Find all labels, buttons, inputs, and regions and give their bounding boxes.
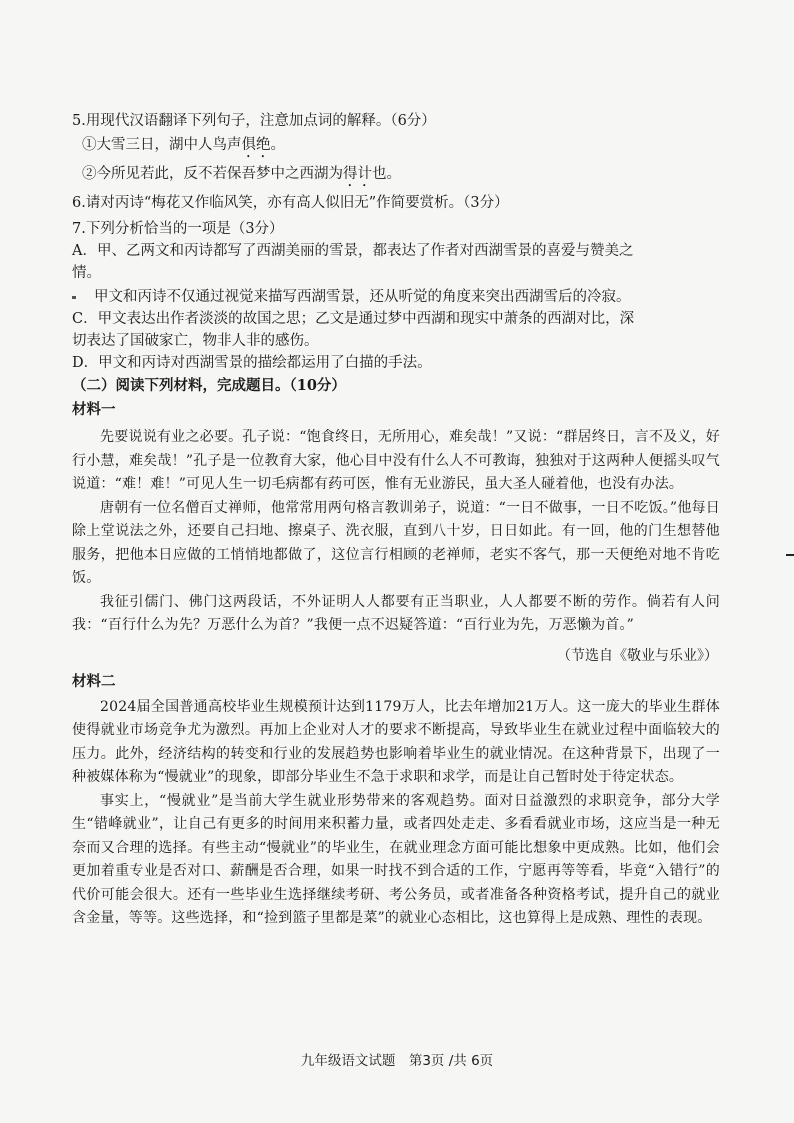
q7-title: 7.下列分析恰当的一项是（3分）	[72, 221, 284, 237]
q7-option-a-line2: 情。	[72, 265, 101, 281]
material-1-paragraph-2: 唐朝有一位名僧百丈禅师，他常常用两句格言教训弟子，说道：“一日不做事，一日不吃饭。”他每日除上堂说法之外，还要自己扫地、擦桌子、洗衣服，直到八十岁，日日如此。有一回，他的门生想替他服务，把他本日应做的工悄悄地都做了，这位言行相顾的老禅师，老实不客气，那一天便绝对地不肯吃饭。	[72, 499, 720, 586]
margin-mark	[786, 554, 794, 556]
q7-option-c-line1: C．甲文表达出作者淡淡的故国之思；乙文是通过梦中西湖和现实中萧条的西湖对比，深	[72, 311, 635, 327]
q5-s1-text: ①大雪三日，湖中人鸟声	[82, 137, 242, 153]
q7-option-a-line1: A．甲、乙两文和丙诗都写了西湖美丽的雪景，都表达了作者对西湖雪景的喜爱与赞美之	[72, 243, 634, 259]
material-1-heading: 材料一	[72, 401, 116, 418]
material-1-paragraph-3: 我征引儒门、佛门这两段话，不外证明人人都要有正当职业，人人都要不断的劳作。倘若有人问我：“百行什么为先？万恶什么为首？”我便一点不迟疑答道：“百行业为先，万恶懒为首。”	[72, 593, 720, 633]
q7-option-c-line2: 切表达了国破家亡，物非人非的感伤。	[72, 333, 319, 349]
section-2-heading: （二）阅读下列材料，完成题目。（10分）	[72, 377, 346, 394]
q7-option-b: 甲文和丙诗不仅通过视觉来描写西湖雪景，还从听觉的角度来突出西湖雪后的冷寂。	[94, 289, 631, 305]
q5-sentence-2	[72, 163, 720, 190]
q5-s2-dotted-word: 得计	[343, 166, 372, 182]
q5-s1-end: 。	[270, 137, 285, 153]
material-1-source: （节选自《敬业与乐业》）	[557, 647, 718, 664]
q5-s1-dotted-word: 俱绝	[241, 137, 271, 153]
q5-s2-text: ②今所见若此，反不若保吾梦中之西湖为	[82, 166, 343, 182]
q6-title: 6.请对丙诗“梅花又作临风笑，亦有高人似旧无”作简要赏析。（3分）	[72, 195, 509, 211]
q5-sentence-1	[72, 134, 720, 161]
q5-title: 5.用现代汉语翻译下列句子，注意加点词的解释。（6分）	[72, 113, 436, 129]
option-b-scan-mark	[72, 296, 76, 299]
material-2-paragraph-1: 2024届全国普通高校毕业生规模预计达到1179万人，比去年增加21万人。这一庞大的毕业生群体使得就业市场竞争尤为激烈。再加上企业对人才的要求不断提高，导致毕业生在就业过程中面临较大的压力。此外，经济结构的转变和行业的发展趋势也影响着毕业生的就业情况。在这种背景下，出现了一种被媒体称为“慢就业”的现象，即部分毕业生不急于求职和求学，而是让自己暂时处于待定状态。	[72, 698, 720, 785]
material-2-heading: 材料二	[72, 672, 116, 690]
material-1-paragraph-1: 先要说说有业之必要。孔子说：“饱食终日，无所用心，难矣哉！”又说：“群居终日，言不及义，好行小慧，难矣哉！”孔子是一位教育大家，他心目中没有什么人不可教诲，独独对于这两种人便摇头叹气说道：“难！难！”可见人生一切毛病都有药可医，惟有无业游民，虽大圣人碰着他，也没有办法。	[72, 429, 720, 492]
page-footer: 九年级语文试题 第3页 /共 6页	[300, 1053, 494, 1069]
material-2-paragraph-2: 事实上，“慢就业”是当前大学生就业形势带来的客观趋势。面对日益激烈的求职竞争，部分大学生“错峰就业”，让自己有更多的时间用来积蓄力量，或者四处走走、多看看就业市场，这应当是一种无奈而又合理的选择。有些主动“慢就业”的毕业生，在就业理念方面可能比想象中更成熟。比如，他们会更加着重专业是否对口、薪酬是否合理，如果一时找不到合适的工作，宁愿再等等看，毕竟“入错行”的代价可能会很大。还有一些毕业生选择继续考研、考公务员，或者准备各种资格考试，提升自己的就业含金量，等等。这些选择，和“捡到篮子里都是菜”的就业心态相比，这也算得上是成熟、理性的表现。	[72, 792, 720, 926]
q7-option-d: D．甲文和丙诗对西湖雪景的描绘都运用了白描的手法。	[72, 355, 432, 371]
q5-s2-end: 也。	[372, 166, 401, 182]
